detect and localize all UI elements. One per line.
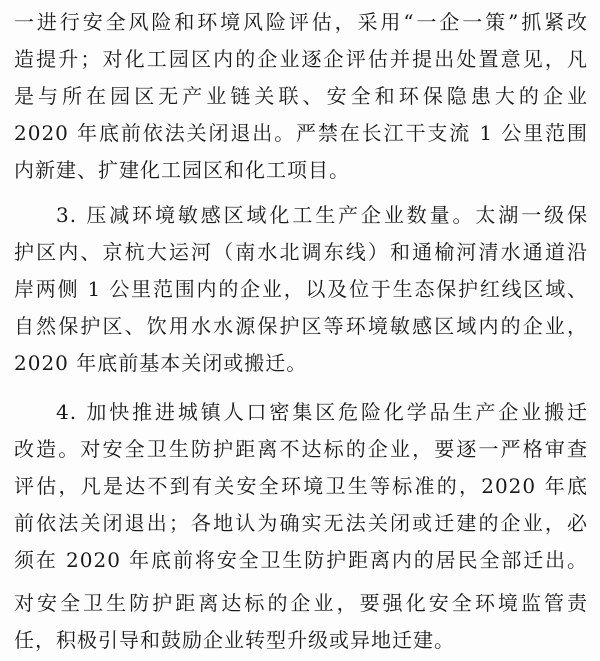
paragraph-4-heading-line: 4. 加快推进城镇人口密集区危险化学品生产企业搬迁 bbox=[56, 400, 588, 424]
text-line-2: 造提升；对化工园区内的企业逐企评估并提出处置意见，凡 bbox=[14, 47, 588, 71]
text-line-15: 须在 2020 年底前将安全卫生防护距离内的居民全部迁出。 bbox=[14, 548, 588, 572]
text-line-13: 评估，凡是达不到有关安全环境卫生等标准的，2020 年底 bbox=[14, 474, 588, 498]
text-line-14: 前依法关闭退出；各地认为确实无法关闭或迁建的企业，必 bbox=[14, 511, 588, 535]
text-line-10: 2020 年底前基本关闭或搬迁。 bbox=[14, 351, 308, 375]
text-line-7: 护区内、京杭大运河（南水北调东线）和通榆河清水通道沿 bbox=[14, 240, 588, 264]
text-line-16: 对安全卫生防护距离达标的企业，要强化安全环境监管责 bbox=[14, 591, 588, 615]
text-line-5: 内新建、扩建化工园区和化工项目。 bbox=[14, 158, 350, 182]
text-line-8: 岸两侧 1 公里范围内的企业，以及位于生态保护红线区域、 bbox=[14, 277, 588, 301]
text-line-9: 自然保护区、饮用水水源保护区等环境敏感区域内的企业， bbox=[14, 314, 588, 338]
text-line-12: 改造。对安全卫生防护距离不达标的企业，要逐一严格审查 bbox=[14, 437, 588, 461]
paragraph-3-heading-line: 3. 压减环境敏感区域化工生产企业数量。太湖一级保 bbox=[56, 203, 588, 227]
text-line-1: 一进行安全风险和环境风险评估，采用“一企一策”抓紧改 bbox=[14, 10, 588, 34]
text-line-17: 任，积极引导和鼓励企业转型升级或异地迁建。 bbox=[14, 628, 455, 652]
text-line-3: 是与所在园区无产业链关联、安全和环保隐患大的企业 bbox=[14, 84, 588, 108]
text-line-4: 2020 年底前依法关闭退出。严禁在长江干支流 1 公里范围 bbox=[14, 121, 588, 145]
